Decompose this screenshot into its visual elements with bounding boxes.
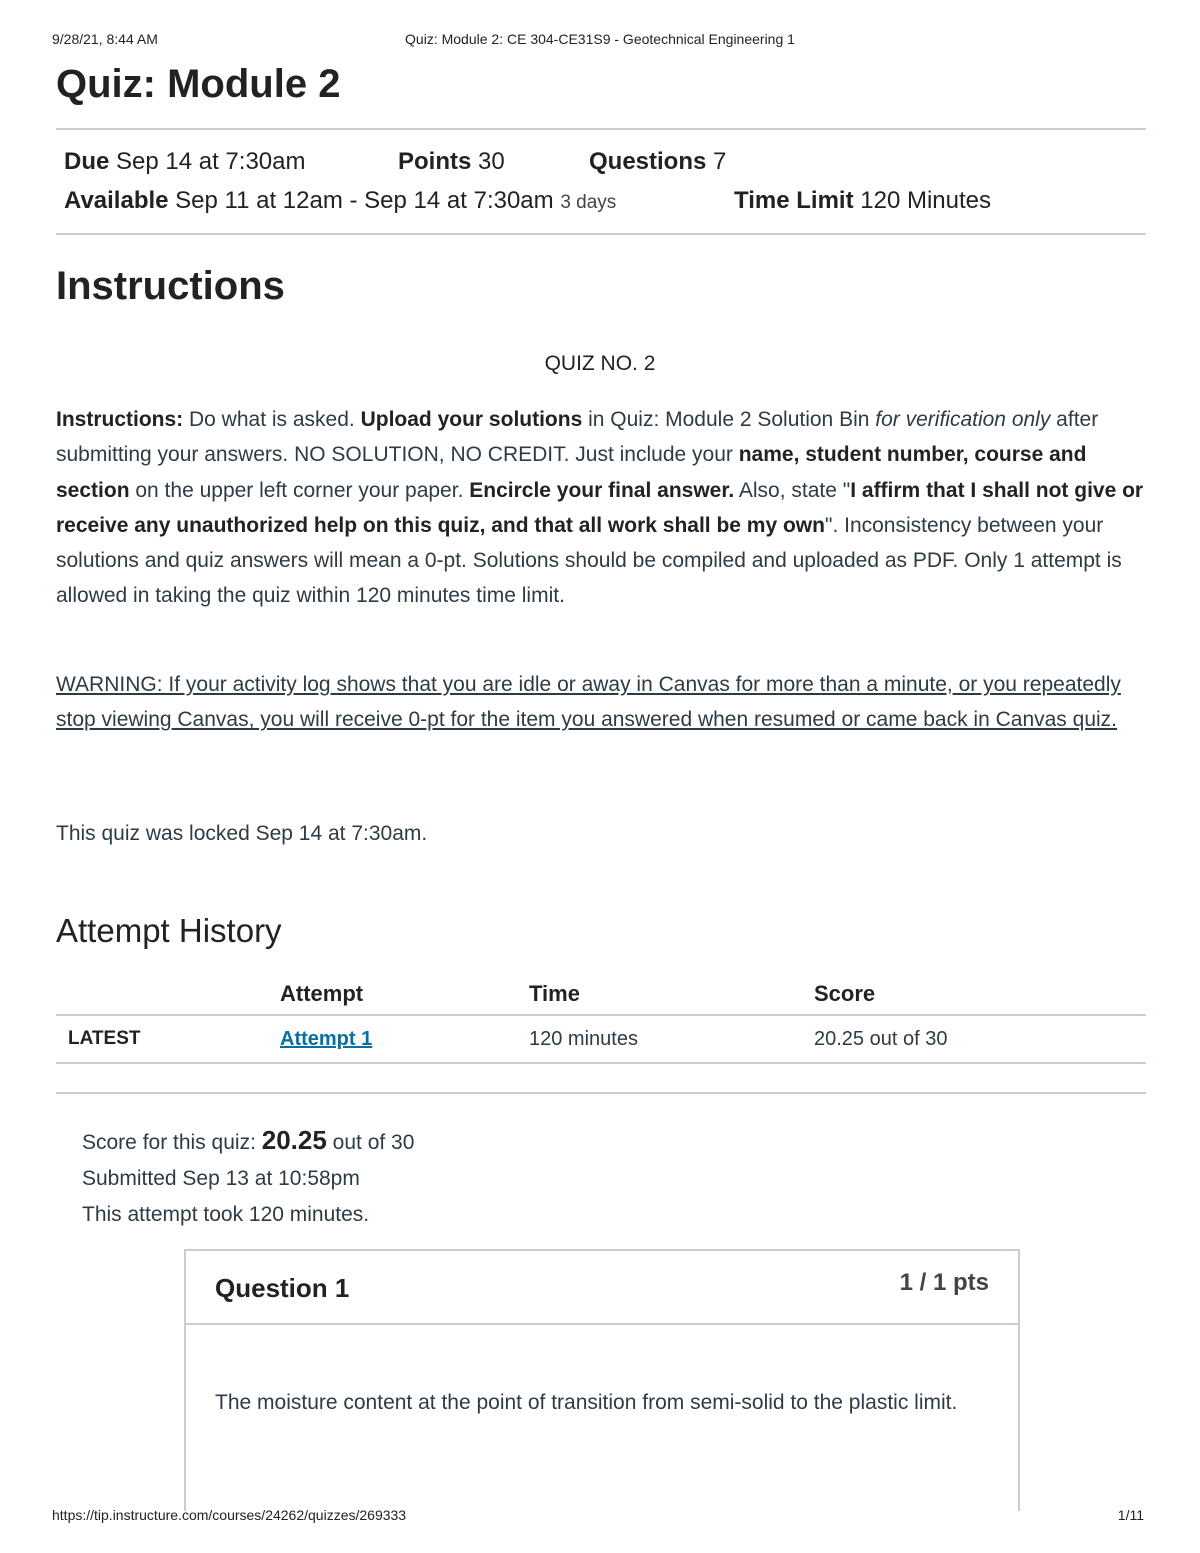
due-date — [64, 148, 305, 176]
available-value: Sep 11 at 12am - Sep 14 at 7:30am — [175, 187, 554, 214]
warning-text: WARNING: If your activity log shows that you are idle or away in Canvas for more than a minute, or you repeatedly stop viewing Canvas, you will receive 0-pt for the item you answered when resumed or came back in Canvas quiz. — [56, 673, 1121, 732]
print-datetime: 9/28/21, 8:44 AM — [52, 31, 158, 47]
instructions-text: in Quiz: Module 2 Solution Bin — [582, 408, 876, 431]
available-duration: 3 days — [560, 192, 617, 213]
column-header — [56, 976, 280, 1015]
score-suffix: out of 30 — [326, 1131, 415, 1154]
attempt-duration: This attempt took 120 minutes. — [82, 1203, 370, 1226]
score-prefix: Score for this quiz: — [82, 1131, 262, 1154]
instructions-text: on the upper left corner your paper. — [129, 478, 470, 502]
attempt-cell — [280, 1015, 529, 1063]
quiz-title: Quiz: Module 2 — [56, 62, 341, 106]
instructions-text: ". Inconsistency between your solutions and quiz answers will mean a 0-pt. Solutions should be compiled and uploaded as PDF. Only 1 attempt is allowed in taking the quiz within 120 minutes time limit. — [56, 513, 1122, 608]
availability — [64, 187, 616, 215]
divider — [56, 1092, 1146, 1094]
quiz-summary — [82, 1122, 414, 1233]
column-header-attempt: Attempt — [280, 976, 529, 1015]
time-limit-value: 120 Minutes — [860, 187, 991, 214]
instructions-text: Do what is asked. — [183, 408, 361, 431]
attempt-time: 120 minutes — [529, 1015, 814, 1063]
available-label: Available — [64, 187, 169, 214]
due-value: Sep 14 at 7:30am — [116, 148, 306, 175]
instructions-bold: Upload your solutions — [360, 408, 583, 431]
attempt-1-link[interactable]: Attempt 1 — [280, 1027, 373, 1050]
attempt-history-table — [56, 976, 1146, 1064]
column-header-score: Score — [814, 976, 1146, 1015]
score-value: 20.25 — [261, 1125, 327, 1155]
question-1-card — [184, 1249, 1020, 1511]
question-header — [186, 1251, 1018, 1325]
instructions-label: Instructions: — [56, 408, 184, 431]
time-limit — [734, 187, 991, 215]
instructions-heading: Instructions — [56, 264, 285, 308]
question-text: The moisture content at the point of transition from semi-solid to the plastic limit. — [215, 1391, 958, 1414]
table-header-row — [56, 976, 1146, 1015]
questions-value: 7 — [713, 148, 727, 175]
points-label: Points — [398, 148, 472, 175]
locked-notice: This quiz was locked Sep 14 at 7:30am. — [56, 822, 428, 845]
points-value: 30 — [478, 148, 505, 175]
print-page-number: 1/11 — [1117, 1507, 1144, 1523]
table-row — [56, 1015, 1146, 1063]
quiz-number: QUIZ NO. 2 — [544, 352, 656, 375]
instructions-text: Also, state " — [734, 478, 851, 502]
instructions-bold: I affirm that I shall not give or receive any unauthorized help on this quiz, and that all work shall be my own — [56, 478, 1144, 537]
question-title: Question 1 — [215, 1273, 350, 1303]
due-label: Due — [64, 148, 110, 175]
attempt-status-label: LATEST — [56, 1015, 280, 1063]
instructions-italic: for verification only — [875, 408, 1051, 431]
instructions-bold: Encircle your final answer. — [469, 478, 735, 502]
questions-count — [589, 148, 726, 176]
divider — [56, 233, 1146, 235]
attempt-score: 20.25 out of 30 — [814, 1015, 1146, 1063]
quiz-score — [82, 1122, 414, 1161]
divider — [56, 128, 1146, 130]
instructions-text: after submitting your answers. NO SOLUTION, NO CREDIT. Just include your — [56, 408, 1099, 467]
column-header-time: Time — [529, 976, 814, 1015]
print-url: https://tip.instructure.com/courses/24262/quizzes/269333 — [52, 1507, 407, 1523]
instructions-bold: name, student number, course and section — [56, 443, 1087, 502]
submitted-time: Submitted Sep 13 at 10:58pm — [82, 1167, 360, 1190]
question-points: 1 / 1 pts — [899, 1269, 989, 1296]
print-page-title: Quiz: Module 2: CE 304-CE31S9 - Geotechnical Engineering 1 — [405, 31, 795, 47]
instructions-paragraph — [56, 402, 1146, 614]
questions-label: Questions — [589, 148, 707, 175]
attempt-history-heading: Attempt History — [56, 912, 282, 949]
points — [398, 148, 505, 176]
time-limit-label: Time Limit — [734, 187, 854, 214]
